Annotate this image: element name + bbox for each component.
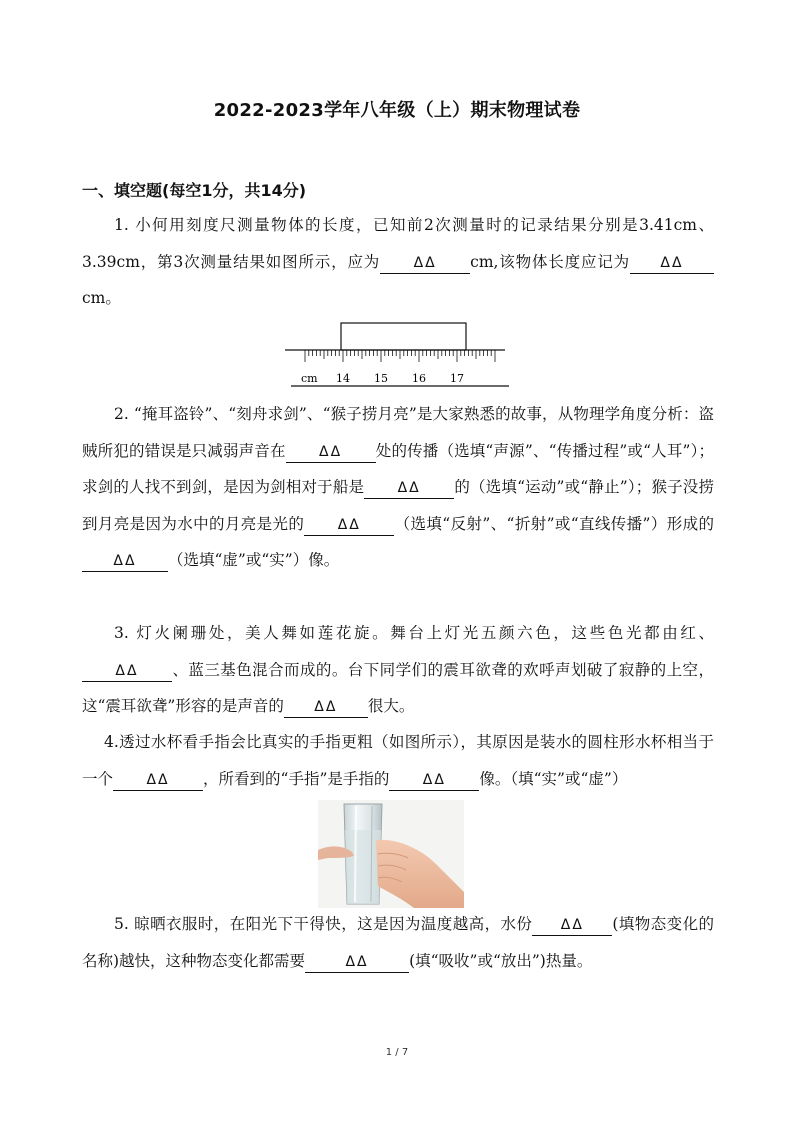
question-4-text: 像。（填“实”或“虚”） [479,769,628,788]
question-1-text: 1. 小何用刻度尺测量物体的长度，已知前2次测量时的记录结果分别是3.41cm、3.39cm，第3次测量结果如图所示，应为 [82,216,714,271]
exam-title: 2022-2023学年八年级（上）期末物理试卷 [213,100,581,121]
answer-blank: ΔΔ [380,253,470,274]
question-4 [82,724,714,797]
ruler-tick-label: 16 [412,372,426,385]
ruler-tick-label: 15 [374,372,388,385]
glass-of-water-photo [318,800,464,908]
question-3-text: 很大。 [367,697,415,715]
question-1-text: cm,该物体长度应记为 [470,252,630,271]
answer-blank: ΔΔ [113,770,203,791]
answer-blank: ΔΔ [305,952,409,973]
question-2-text: 2. “掩耳盗铃”、“刻舟求剑”、“猴子捞月亮”是大家熟悉的故事，从物理学角度分析：盗贼所犯的错误是只减弱声音在 [82,405,714,460]
answer-blank: ΔΔ [82,551,168,572]
question-5-text: (填“吸收”或“放出”)热量。 [409,951,593,970]
question-4-text: ，所看到的“手指”是手指的 [203,769,390,788]
answer-blank: ΔΔ [304,515,394,536]
answer-blank: ΔΔ [286,442,376,463]
ruler-ticks [305,350,495,362]
question-2 [82,396,714,579]
question-4-text: 4.透过水杯看手指会比真实的手指更粗（如图所示），其原因是装水的圆柱形水杯相当于一个 [82,733,714,788]
question-1-text: cm。 [82,289,121,307]
answer-blank: ΔΔ [82,661,172,682]
question-2-text: （选填“虚”或“实”）像。 [168,551,340,569]
ruler-unit-label: cm [301,372,318,385]
question-3 [82,615,714,725]
question-1 [82,207,714,317]
ruler-tick-label: 17 [450,372,464,385]
answer-blank: ΔΔ [532,915,612,936]
ruler-figure [283,320,513,390]
question-5-text: (填物态变化的名称)越快，这种物态变化都需要 [82,915,714,970]
section-heading-fill-in: 一、填空题(每空1分，共14分) [82,181,307,200]
answer-blank: ΔΔ [630,253,714,274]
question-5-text: 5. 晾晒衣服时，在阳光下干得快，这是因为温度越高，水份 [114,915,533,933]
question-5 [82,906,714,979]
question-2-text: 处的传播（选填“声源”、“传播过程”或“人耳”）；求剑的人找不到剑，是因为剑相对于船是 [82,441,714,496]
question-2-text: 的（选填“运动”或“静止”）；猴子没捞到月亮是因为水中的月亮是光的 [82,478,714,533]
page-number: 1 / 7 [385,1047,409,1058]
ruler-tick-label: 14 [336,372,350,385]
measured-object [341,323,466,350]
question-3-text: 3. 灯火阑珊处，美人舞如莲花旋。舞台上灯光五颜六色，这些色光都由红、 [114,624,714,642]
question-2-text: （选填“反射”、“折射”或“直线传播”）形成的 [394,514,714,533]
answer-blank: ΔΔ [284,697,368,718]
question-3-text: 、蓝三基色混合而成的。台下同学们的震耳欲聋的欢呼声划破了寂静的上空，这“震耳欲聋”形容的是声音的 [82,660,714,715]
answer-blank: ΔΔ [364,478,454,499]
answer-blank: ΔΔ [389,770,479,791]
